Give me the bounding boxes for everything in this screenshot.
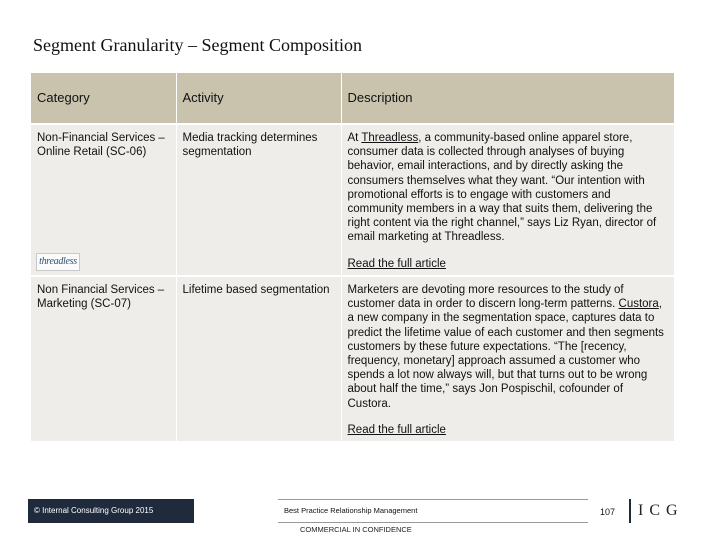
- threadless-logo: threadless: [36, 253, 80, 271]
- header-activity: Activity: [176, 73, 341, 124]
- activity-text: Media tracking determines segmentation: [182, 132, 318, 159]
- description-pre: At: [347, 132, 362, 144]
- description-text: [348, 283, 669, 411]
- header-description: Description: [341, 73, 674, 124]
- category-cell: [31, 276, 176, 441]
- table-row: [31, 124, 674, 276]
- page-number: 107: [600, 507, 616, 517]
- footer-copyright: © Internal Consulting Group 2015: [28, 499, 194, 523]
- description-text: [348, 131, 669, 245]
- read-article-link[interactable]: Read the full article: [347, 423, 446, 436]
- footer-confidential: COMMERCIAL IN CONFIDENCE: [300, 525, 412, 534]
- custora-link[interactable]: Custora: [618, 298, 659, 311]
- header-category: Category: [31, 73, 176, 124]
- content-table: [31, 73, 674, 441]
- category-cell: [31, 124, 176, 276]
- table-header-row: [31, 73, 674, 124]
- activity-cell: [176, 276, 341, 441]
- table-row: [31, 276, 674, 441]
- category-text: Non Financial Services – Marketing (SC-07): [37, 284, 165, 311]
- description-post: , a community-based online apparel store, consumer data is collected through analyses of buying behavior, email interactions, and by directly asking the consumers themselves what they want. “Our intention with promotional efforts is to engage with customers and community members in a way that suits them, delivering the right content via the right channel,” says Liz Ryan, director of email marketing at Threadless.: [347, 132, 657, 244]
- description-pre: Marketers are devoting more resources to the study of customer data in order to discern long-term patterns.: [347, 284, 624, 311]
- footer-center-text: Best Practice Relationship Management: [278, 499, 588, 523]
- activity-cell: [176, 124, 341, 276]
- description-post: , a new company in the segmentation space, captures data to predict the lifetime value of each customer and then segments customers by these future expectations. “The [recency, frequency, monetary] approach assumed a customer who spends a lot now always will, but that turns out to be wrong about half the time,” says Jon Pospischil, cofounder of Custora.: [347, 298, 664, 410]
- read-article-link[interactable]: Read the full article: [347, 257, 446, 270]
- category-text: Non-Financial Services – Online Retail (SC-06): [37, 132, 165, 159]
- description-cell: [341, 124, 674, 276]
- icg-logo: ICG: [629, 499, 680, 523]
- page-title: Segment Granularity – Segment Composition: [33, 35, 362, 55]
- description-cell: [341, 276, 674, 441]
- threadless-link[interactable]: Threadless: [361, 132, 419, 144]
- activity-text: Lifetime based segmentation: [182, 284, 330, 296]
